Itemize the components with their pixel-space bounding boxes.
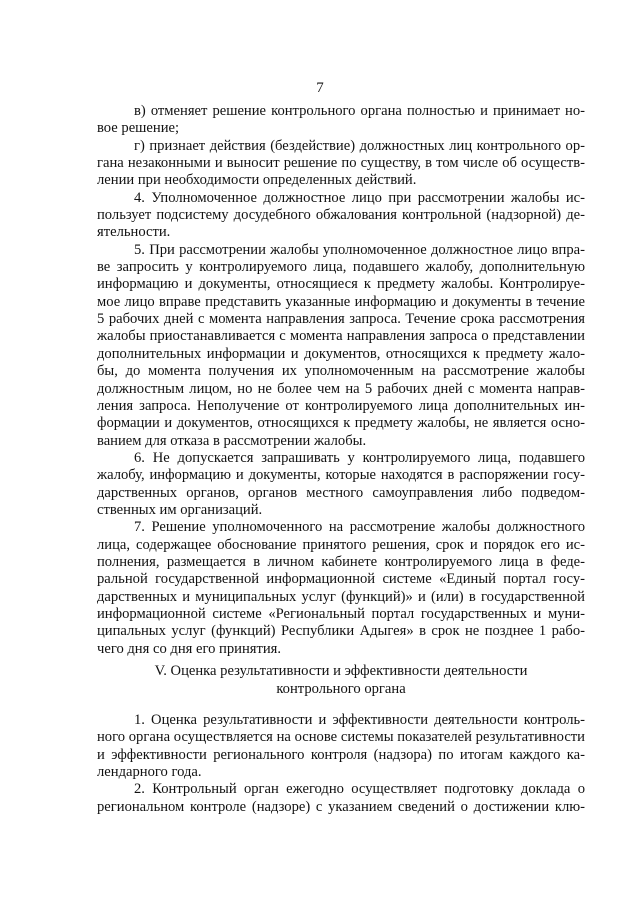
text-line: мое лицо вправе представить указанные информацию и документы в течение (97, 293, 585, 310)
text-line: пользует подсистему досудебного обжалования контрольной (надзорной) де- (97, 207, 585, 224)
text-line: 1. Оценка результативности и эффективности деятельности контроль- (134, 712, 585, 728)
text-line: региональном контроле (надзоре) с указанием сведений о достижении клю- (97, 798, 585, 815)
text-line: лица, содержащее обоснование принятого решения, срок и порядок его ис- (97, 536, 585, 553)
text-line: жалобу, информацию и документы, которые находятся в распоряжении госу- (97, 467, 585, 484)
text-line: лении при необходимости определенных действий. (97, 172, 417, 189)
text-line: ного органа осуществляется на основе системы показателей результативности (97, 729, 585, 746)
text-line: дарственных и муниципальных услуг (функций)» и (или) в государственной (97, 588, 585, 605)
text-line: информационной системе «Региональный портал государственных и муни- (97, 605, 585, 622)
text-line: лендарного года. (97, 764, 202, 781)
page-number: 7 (316, 80, 324, 96)
text-line: вое решение; (97, 120, 180, 137)
text-line: дополнительных информации и документов, относящихся к предмету жало- (97, 345, 585, 362)
text-line: чего дня со дня его принятия. (97, 640, 282, 657)
paragraph-g (97, 138, 585, 190)
text-line: г) признает действия (бездействие) должностных лиц контрольного ор- (134, 137, 585, 154)
text-line: бы, до момента получения их уполномоченным на рассмотрение жалобы (97, 363, 585, 380)
text-line: 5. При рассмотрении жалобы уполномоченное должностное лицо впра- (134, 241, 585, 258)
text-line: и эффективности регионального контроля (надзора) по итогам каждого ка- (97, 746, 585, 763)
paragraph-p4 (97, 190, 585, 242)
text-line: ственных им организаций. (97, 501, 263, 518)
paragraph-v (97, 103, 585, 138)
text-line: ятельности. (97, 224, 171, 241)
text-line: ральной государственной информационной системе «Единый портал госу- (97, 571, 585, 588)
section-heading-line-2: контрольного органа (276, 680, 406, 697)
text-line: в) отменяет решение контрольного органа полностью и принимает но- (134, 103, 585, 119)
text-line: 4. Уполномоченное должностное лицо при рассмотрении жалобы ис- (134, 189, 585, 206)
text-line: жалобы приостанавливается с момента направления запроса о представлении (97, 328, 585, 345)
body-text-top (97, 103, 585, 658)
text-line: гана незаконными и выносит решение по существу, в том числе об осуществ- (97, 155, 585, 172)
text-line: полнения, размещается в личном кабинете контролируемого лица в феде- (97, 553, 585, 570)
section-heading-line-1: V. Оценка результативности и эффективности деятельности (154, 663, 528, 679)
paragraph-s2 (97, 781, 585, 816)
body-text-bottom (97, 712, 585, 816)
paragraph-p5 (97, 242, 585, 450)
text-line: ления запроса. Неполучение от контролируемого лица дополнительных ин- (97, 397, 585, 414)
text-line: ванием для отказа в рассмотрении жалобы. (97, 432, 367, 449)
paragraph-p6 (97, 450, 585, 519)
text-line: должностным лицом, но не более чем на 5 рабочих дней с момента направ- (97, 380, 585, 397)
text-line: формации и документов, относящихся к предмету жалобы, не является осно- (97, 415, 585, 432)
text-line: информацию и документы, относящиеся к предмету жалобы. Контролируе- (97, 276, 585, 293)
text-line: 6. Не допускается запрашивать у контролируемого лица, подавшего (134, 449, 585, 466)
text-line: ве запросить у контролируемого лица, подавшего жалобу, дополнительную (97, 259, 585, 276)
text-line: 2. Контрольный орган ежегодно осуществляет подготовку доклада о (134, 781, 585, 798)
paragraph-s1 (97, 712, 585, 781)
paragraph-p7 (97, 519, 585, 658)
text-line: ципальных услуг (функций) Республики Адыгея» в срок не позднее 1 рабо- (97, 623, 585, 640)
text-line: 7. Решение уполномоченного на рассмотрение жалобы должностного (134, 519, 585, 536)
section-heading (97, 663, 585, 698)
text-line: 5 рабочих дней с момента направления запроса. Течение срока рассмотрения (97, 311, 585, 328)
text-line: дарственных органов, органов местного самоуправления либо подведом- (97, 484, 585, 501)
